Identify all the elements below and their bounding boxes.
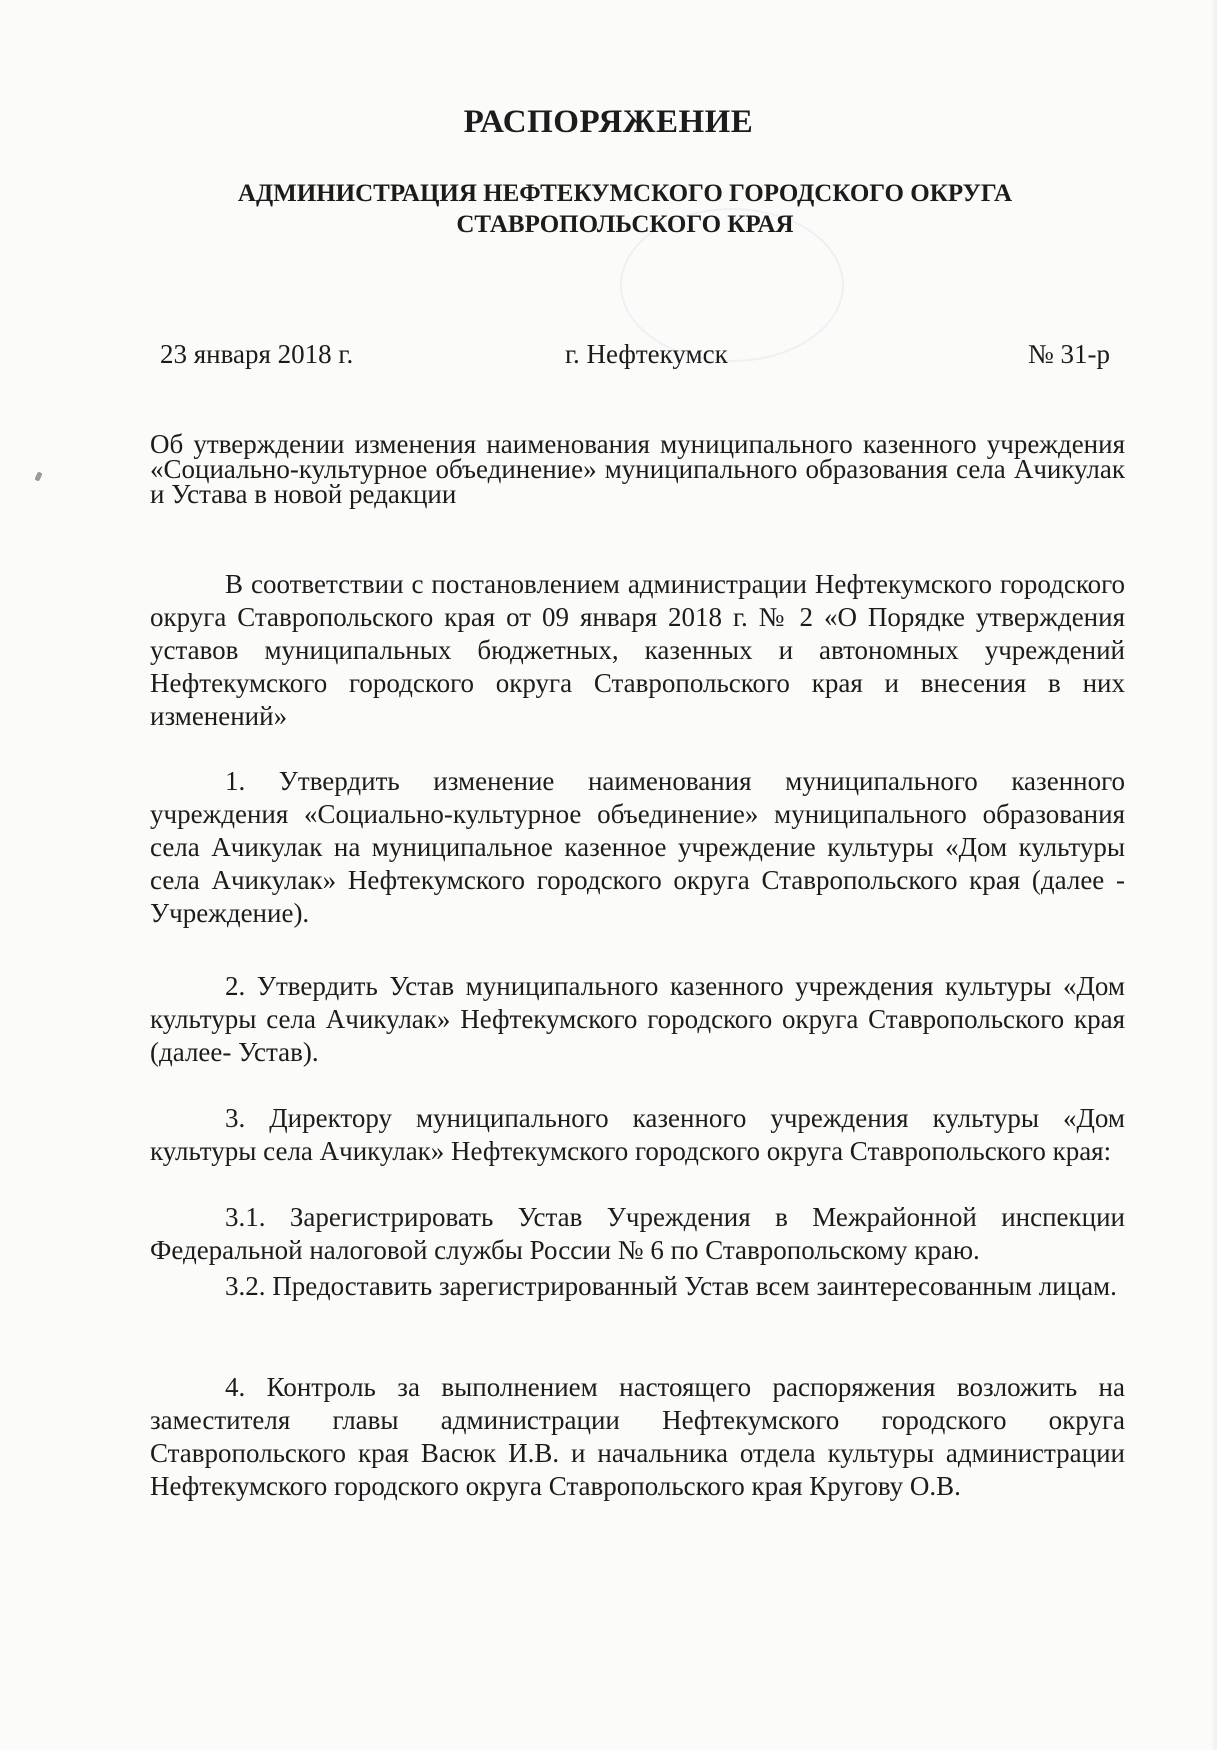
document-date: 23 января 2018 г. [160,339,354,369]
document-city: г. Нефтекумск [565,339,728,369]
item-4-paragraph: 4. Контроль за выполнением настоящего распоряжения возложить на заместителя главы администрации Нефтекумского городского округа Ставропольского края Васюк И.В. и начальника отдела культуры администрации Нефтекумского городского округа Ставропольского края Кругову О.В. [150,1372,1125,1501]
item-3-paragraph: 3. Директору муниципального казенного учреждения культуры «Дом культуры села Ачикулак» Нефтекумского городского округа Ставропольского края: [150,1103,1125,1166]
document-number: № 31-р [1028,339,1111,369]
preamble-paragraph: В соответствии с постановлением администрации Нефтекумского городского округа Ставропольского края от 09 января 2018 г. № 2 «О Порядке утверждения уставов муниципальных бюджетных, казенных и автономных учреждений Нефтекумского городского округа Ставропольского края и внесения в них изменений» [150,569,1125,731]
scan-speck [34,471,42,481]
item-2-paragraph: 2. Утвердить Устав муниципального казенного учреждения культуры «Дом культуры села Ачикулак» Нефтекумского городского округа Ставропольского края (далее- Устав). [150,971,1125,1067]
scan-edge-shadow [1211,0,1217,1750]
item-1-paragraph: 1. Утвердить изменение наименования муниципального казенного учреждения «Социально-культурное объединение» муниципального образования села Ачикулак на муниципальное казенное учреждение культуры «Дом культуры села Ачикулак» Нефтекумского городского округа Ставропольского края (далее - Учреждение). [150,766,1125,928]
document-title: РАСПОРЯЖЕНИЕ [463,104,754,140]
item-3-2-paragraph: 3.2. Предоставить зарегистрированный Устав всем заинтересованным лицам. [225,1271,1117,1301]
organization-name: АДМИНИСТРАЦИЯ НЕФТЕКУМСКОГО ГОРОДСКОГО ОКРУГА СТАВРОПОЛЬСКОГО КРАЯ [237,180,1013,238]
item-3-1-paragraph: 3.1. Зарегистрировать Устав Учреждения в Межрайонной инспекции Федеральной налоговой службы России № 6 по Ставропольскому краю. [150,1202,1125,1265]
document-subject: Об утверждении изменения наименования муниципального казенного учреждения «Социально-культурное объединение» муниципального образования села Ачикулак и Устава в новой редакции [150,429,1125,509]
